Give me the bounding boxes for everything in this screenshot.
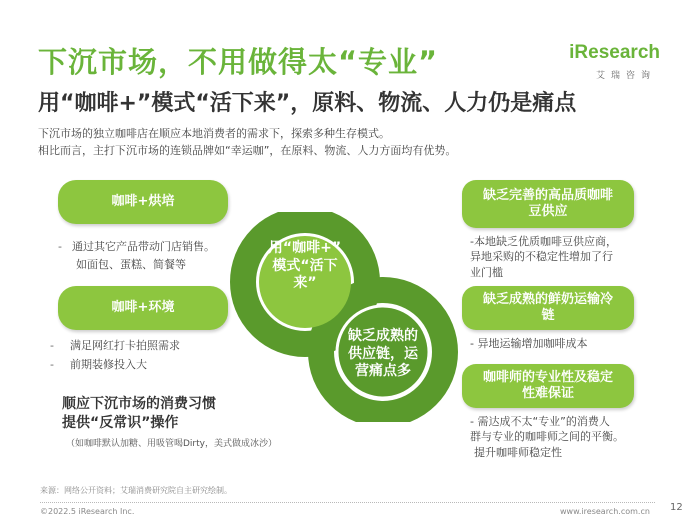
circle-2-text: 缺乏成熟的 供应链，运 营痛点多 bbox=[348, 328, 418, 379]
left-bullet-1-cont: 如面包、蛋糕、简餐等 bbox=[76, 258, 186, 271]
milk-cold-chain-note: - 异地运输增加咖啡成本 bbox=[470, 337, 588, 350]
left-bullet-1: - 通过其它产品带动门店销售。 bbox=[58, 240, 215, 253]
coffee-bean-supply-label: 缺乏完善的高品质咖啡 豆供应 bbox=[462, 180, 634, 228]
iresearch-logo: iResearch bbox=[569, 42, 660, 63]
copyright-text: ©2022.5 iResearch Inc. bbox=[40, 507, 135, 516]
milk-cold-chain-label: 缺乏成熟的鲜奶运输冷 链 bbox=[462, 286, 634, 330]
coffee-bakery-label: 咖啡+烘培 bbox=[58, 180, 228, 224]
conclusion-text: 顺应下沉市场的消费习惯 提供“反常识”操作 bbox=[62, 396, 216, 431]
conclusion-note: （如咖啡默认加糖、用吸管喝Dirty，美式做成冰沙） bbox=[66, 439, 277, 449]
website-text: www.iresearch.com.cn bbox=[560, 507, 650, 516]
left-bullet-2: - 满足网红打卡拍照需求 bbox=[50, 339, 180, 352]
source-note: 来源：网络公开资料；艾瑞消费研究院自主研究绘制。 bbox=[40, 486, 232, 495]
circle-1-text: 用“咖啡+” 模式“活下 来” bbox=[268, 240, 342, 291]
footer-divider bbox=[40, 502, 655, 503]
barista-stability-note: - 需达成不太“专业”的消费人 群与专业的咖啡师之间的平衡。 提升咖啡师稳定性 bbox=[470, 415, 624, 459]
coffee-bean-supply-note: -本地缺乏优质咖啡豆供应商， 异地采购的不稳定性增加了行 业门槛 bbox=[470, 235, 617, 279]
page-title: 下沉市场，不用做得太“专业” bbox=[38, 45, 439, 79]
page-number: 12 bbox=[670, 502, 683, 513]
left-bullet-3: - 前期装修投入大 bbox=[50, 358, 147, 371]
iresearch-logo-subtitle: 艾瑞咨询 bbox=[595, 71, 656, 81]
page-subtitle: 用“咖啡+”模式“活下来”，原料、物流、人力仍是痛点 bbox=[38, 91, 577, 116]
coffee-environment-label: 咖啡+环境 bbox=[58, 286, 228, 330]
intro-line-2: 相比而言，主打下沉市场的连锁品牌如“幸运咖”，在原料、物流、人力方面均有优势。 bbox=[38, 144, 457, 157]
barista-stability-label: 咖啡师的专业性及稳定 性难保证 bbox=[462, 364, 634, 408]
intro-line-1: 下沉市场的独立咖啡店在顺应本地消费者的需求下，探索多种生存模式。 bbox=[38, 127, 390, 140]
